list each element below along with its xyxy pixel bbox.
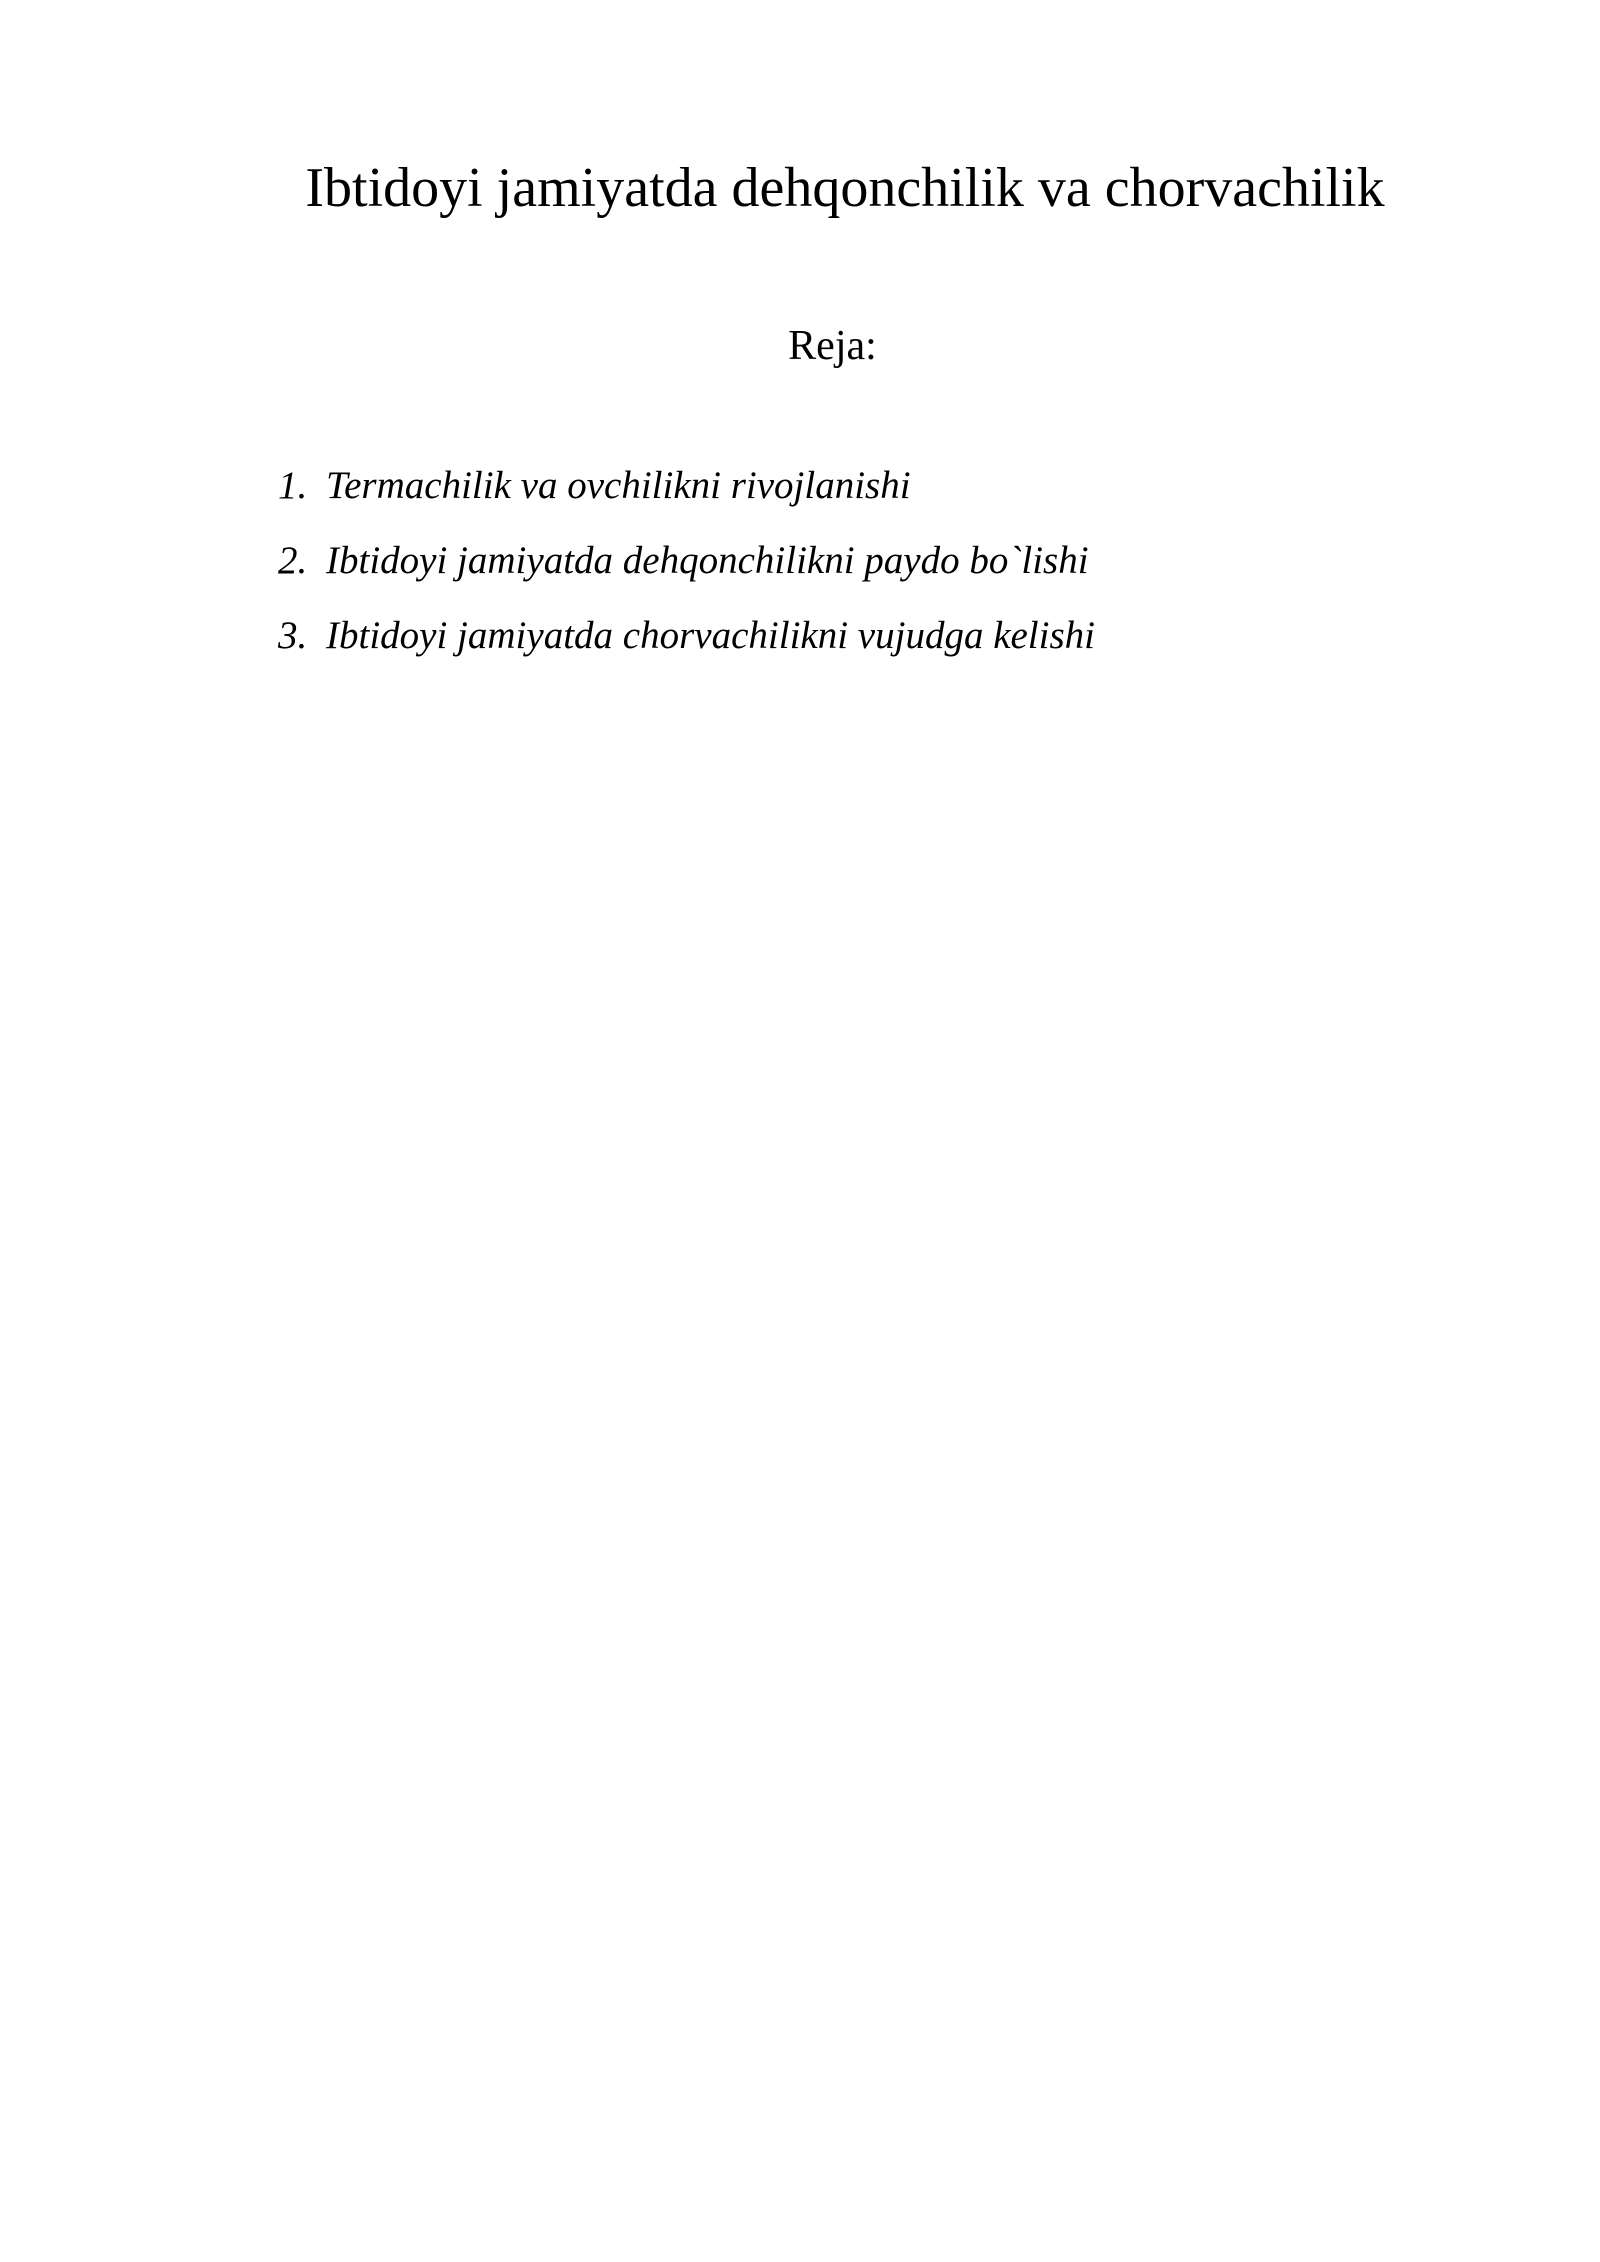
plan-item-number: 2. bbox=[278, 539, 308, 582]
plan-item-number: 1. bbox=[278, 464, 308, 507]
plan-item-2 bbox=[278, 535, 1095, 587]
plan-heading: Reja: bbox=[788, 323, 877, 369]
plan-item-text: Termachilik va ovchilikni rivojlanishi bbox=[326, 464, 911, 507]
document-title: Ibtidoyi jamiyatda dehqonchilik va chorvachilik bbox=[305, 157, 1385, 219]
plan-item-number: 3. bbox=[278, 614, 308, 657]
plan-list bbox=[278, 460, 1095, 685]
plan-item-text: Ibtidoyi jamiyatda chorvachilikni vujudga kelishi bbox=[326, 614, 1095, 657]
plan-item-text: Ibtidoyi jamiyatda dehqonchilikni paydo bo`lishi bbox=[326, 539, 1089, 582]
plan-item-3 bbox=[278, 610, 1095, 662]
plan-item-1 bbox=[278, 460, 1095, 512]
